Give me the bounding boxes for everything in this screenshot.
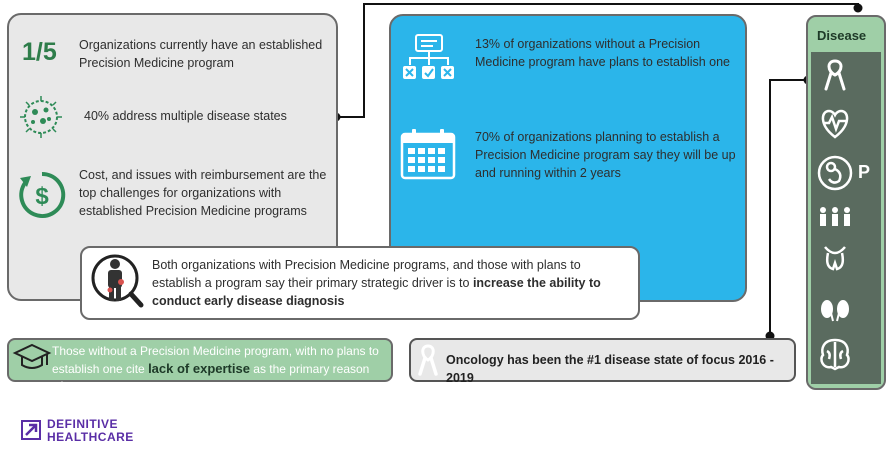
connector-dot: [854, 4, 863, 13]
brain-icon: [821, 340, 848, 369]
stat-plans-establish-text: 13% of organizations without a Precision Medicine program have plans to establish one: [475, 37, 731, 69]
stat-running-two-years-text: 70% of organizations planning to establish a Precision Medicine program say they will be up and running within 2 years: [475, 130, 736, 180]
dollar-cycle-icon: [17, 170, 67, 220]
disease-panel-partial-label: P: [858, 162, 871, 182]
graduation-cap-icon: [14, 343, 50, 373]
calendar-icon: [400, 128, 456, 180]
strategic-driver-text-bold: increase the ability to conduct early disease diagnosis: [152, 276, 601, 308]
lack-expertise-text: [52, 343, 388, 395]
flowchart-icon: [402, 33, 456, 83]
virus-cell-icon: [16, 92, 66, 142]
person-magnifier-icon: [91, 252, 151, 312]
people-icon: [820, 207, 850, 226]
stat-multiple-disease-text: 40% address multiple disease states: [84, 109, 287, 123]
lack-expertise-text-bold: lack of expertise: [148, 361, 250, 376]
lack-expertise-text-end: as the primary reason why: [52, 362, 370, 393]
lack-expertise-text-start: Those without a Precision Medicine program, with no plans to establish one cite: [52, 344, 379, 376]
pregnancy-icon: [819, 157, 851, 189]
ribbon-icon: [418, 344, 438, 376]
strategic-driver-text-start: Both organizations with Precision Medicine programs, and those with plans to establish a program say their primary strategic driver is to: [152, 258, 581, 290]
brand-line-2: HEALTHCARE: [47, 430, 134, 444]
brand-line-1: DEFINITIVE: [47, 417, 119, 431]
svg-text:$: $: [35, 183, 49, 210]
ribbon-icon: [826, 61, 844, 89]
disease-icons: [815, 55, 875, 385]
strategic-driver-text: [152, 256, 632, 310]
stat-fraction-value: 1/5: [22, 38, 57, 66]
definitive-logo-icon: [21, 420, 41, 440]
connector-line-bottom: [770, 80, 808, 336]
stat-established-text: Organizations currently have an established Precision Medicine program: [79, 38, 323, 70]
heart-icon: [823, 111, 847, 137]
thyroid-icon: [825, 247, 845, 269]
oncology-text: Oncology has been the #1 disease state of focus 2016 - 2019: [446, 353, 774, 385]
stat-challenges-text: Cost, and issues with reimbursement are the top challenges for organizations with established Precision Medicine programs: [79, 168, 327, 218]
disease-panel-title: Disease: [817, 28, 867, 43]
kidneys-icon: [821, 300, 849, 321]
